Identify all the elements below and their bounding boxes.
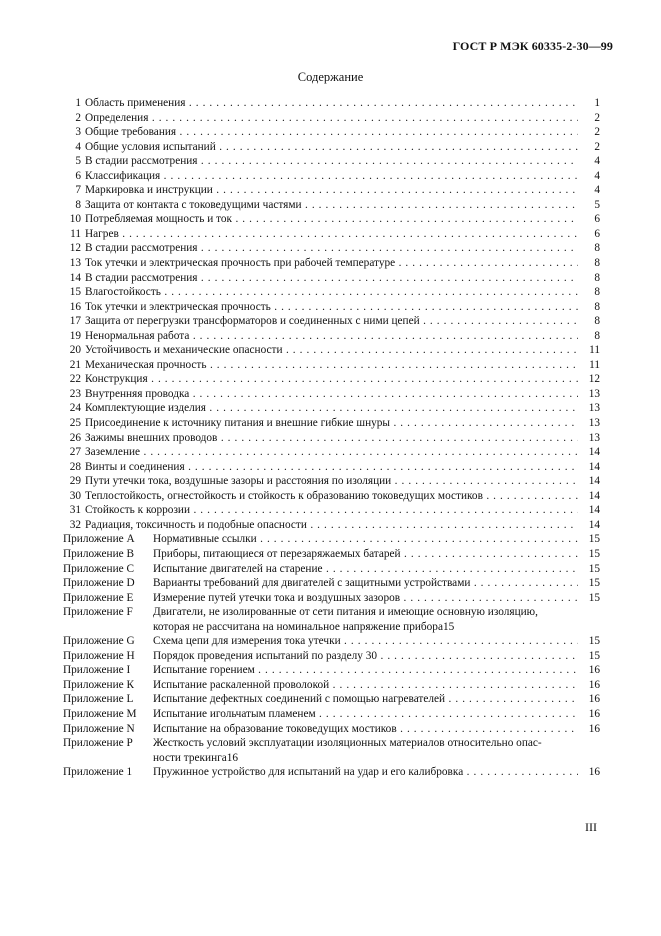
toc-entry-section[interactable] xyxy=(63,343,600,358)
toc-entry-section[interactable] xyxy=(63,300,600,315)
section-title: Стойкость к коррозии . . . xyxy=(85,503,578,518)
toc-entry-section[interactable] xyxy=(63,489,600,504)
toc-entry-section[interactable] xyxy=(63,372,600,387)
appendix-code: Приложение N xyxy=(63,722,135,735)
section-number: 13 xyxy=(69,257,81,270)
page-number-ref: 12 xyxy=(588,373,600,386)
appendix-title-line2: которая не рассчитана на номинальное напряжение прибора xyxy=(153,620,443,633)
page-number-ref: 4 xyxy=(594,155,600,168)
section-title: Комплектующие изделия . . . xyxy=(85,401,578,416)
appendix-title: Испытание на образование токоведущих мостиков . . . xyxy=(153,722,578,737)
section-number: 16 xyxy=(69,300,81,313)
page-number-ref: 11 xyxy=(589,358,600,371)
appendix-title: Схема цепи для измерения тока утечки . . . xyxy=(153,634,578,649)
toc-entry-section[interactable] xyxy=(63,140,600,155)
toc-entry-section[interactable] xyxy=(63,154,600,169)
toc-entry-appendix[interactable] xyxy=(63,722,600,737)
page-number-ref: 8 xyxy=(594,329,600,342)
appendix-title: Испытание дефектных соединений с помощью нагревателей . . . xyxy=(153,692,578,707)
section-title: Определения . . . xyxy=(85,111,578,126)
page-number: III xyxy=(585,820,597,834)
page-number-ref: 2 xyxy=(594,111,600,124)
page-number-ref: 16 xyxy=(588,722,600,735)
page-number-ref: 16 xyxy=(588,664,600,677)
toc-entry-section[interactable] xyxy=(63,401,600,416)
toc-entry-appendix[interactable] xyxy=(63,663,600,678)
page-number-ref: 15 xyxy=(588,591,600,604)
section-number: 25 xyxy=(69,417,81,430)
page-number-ref: 5 xyxy=(594,198,600,211)
section-title: Классификация . . . xyxy=(85,169,578,184)
section-title: Теплостойкость, огнестойкость и стойкость к образованию токоведущих мостиков . . . xyxy=(85,489,578,504)
section-number: 12 xyxy=(69,242,81,255)
toc-entry-appendix[interactable] xyxy=(63,576,600,591)
appendix-title: Испытание игольчатым пламенем . . . xyxy=(153,707,578,722)
section-number: 3 xyxy=(75,126,81,139)
page-number-ref: 4 xyxy=(594,169,600,182)
section-number: 27 xyxy=(69,446,81,459)
appendix-title: Испытание горением . . . xyxy=(153,663,578,678)
page-number-ref: 13 xyxy=(588,402,600,415)
section-number: 17 xyxy=(69,315,81,328)
page-number-ref: 13 xyxy=(588,417,600,430)
appendix-title: Измерение путей утечки тока и воздушных зазоров . . . xyxy=(153,591,578,606)
page-number-ref: 14 xyxy=(588,460,600,473)
section-title: Ток утечки и электрическая прочность при рабочей температуре . . . xyxy=(85,256,578,271)
toc-entry-section[interactable] xyxy=(63,183,600,198)
toc-entry-section[interactable] xyxy=(63,460,600,475)
section-number: 22 xyxy=(69,373,81,386)
page-number-ref: 15 xyxy=(588,562,600,575)
page-number-ref: 16 xyxy=(588,678,600,691)
appendix-title-line1: Жесткость условий эксплуатации изоляционных материалов относительно опас- xyxy=(153,737,542,750)
toc-entry-appendix[interactable] xyxy=(63,547,600,562)
section-title: Защита от перегрузки трансформаторов и соединенных с ними цепей . . . xyxy=(85,314,578,329)
page-number-ref: 6 xyxy=(594,213,600,226)
page-number-ref: 4 xyxy=(594,184,600,197)
appendix-code: Приложение М xyxy=(63,707,137,720)
toc-entry-appendix[interactable] xyxy=(63,591,600,606)
toc-entry-section[interactable] xyxy=(63,431,600,446)
toc-entry-appendix[interactable] xyxy=(63,707,600,722)
page-number-ref: 14 xyxy=(588,518,600,531)
page-number-ref: 13 xyxy=(588,431,600,444)
section-title: Радиация, токсичность и подобные опасности . . . xyxy=(85,518,578,533)
section-number: 14 xyxy=(69,271,81,284)
appendix-code: Приложение G xyxy=(63,635,135,648)
appendix-title: Варианты требований для двигателей с защитными устройствами . . . xyxy=(153,576,578,591)
page-number-ref: 1 xyxy=(594,97,600,109)
table-of-contents xyxy=(63,96,600,780)
section-title: Маркировка и инструкции . . . xyxy=(85,183,578,198)
page-number-ref: 8 xyxy=(594,300,600,313)
toc-entry-section[interactable] xyxy=(63,212,600,227)
toc-entry-section[interactable] xyxy=(63,111,600,126)
appendix-title: Порядок проведения испытаний по разделу 30 . . . xyxy=(153,649,578,664)
page-number-ref: 16 xyxy=(226,751,239,764)
appendix-code: Приложение С xyxy=(63,562,134,575)
appendix-title-line1: Двигатели, не изолированные от сети питания и имеющие основную изоляцию, xyxy=(153,606,538,619)
section-number: 4 xyxy=(75,140,81,153)
toc-entry-appendix[interactable] xyxy=(63,634,600,649)
toc-entry-appendix-p[interactable] xyxy=(63,736,600,765)
page-number-ref: 15 xyxy=(588,533,600,546)
toc-entry-appendix[interactable] xyxy=(63,562,600,577)
toc-entry-section[interactable] xyxy=(63,285,600,300)
section-number: 21 xyxy=(69,358,81,371)
page-number-ref: 13 xyxy=(588,387,600,400)
page-number-ref: 15 xyxy=(442,620,455,633)
section-title: Зажимы внешних проводов . . . xyxy=(85,431,578,446)
appendix-title: Пружинное устройство для испытаний на удар и его калибровка . . . xyxy=(153,765,578,780)
page-number-ref: 16 xyxy=(588,693,600,706)
section-number: 6 xyxy=(75,169,81,182)
section-title: В стадии рассмотрения . . . xyxy=(85,154,578,169)
section-title: Защита от контакта с токоведущими частями . . . xyxy=(85,198,578,213)
section-number: 32 xyxy=(69,518,81,531)
toc-entry-section[interactable] xyxy=(63,358,600,373)
section-number: 29 xyxy=(69,475,81,488)
section-number: 28 xyxy=(69,460,81,473)
section-title: Общие требования . . . xyxy=(85,125,578,140)
toc-entry-section[interactable] xyxy=(63,169,600,184)
section-number: 10 xyxy=(69,213,81,226)
section-number: 15 xyxy=(69,286,81,299)
appendix-code: Приложение L xyxy=(63,693,134,706)
section-title: Присоединение к источнику питания и внешние гибкие шнуры . . . xyxy=(85,416,578,431)
toc-entry-section[interactable] xyxy=(63,256,600,271)
section-title: Ненормальная работа . . . xyxy=(85,329,578,344)
page-number-ref: 11 xyxy=(589,344,600,357)
section-title: Ток утечки и электрическая прочность . . . xyxy=(85,300,578,315)
toc-entry-section[interactable] xyxy=(63,96,600,111)
appendix-code: Приложение К xyxy=(63,678,134,691)
section-title: Заземление . . . xyxy=(85,445,578,460)
section-number: 11 xyxy=(70,227,81,240)
page-number-ref: 15 xyxy=(588,547,600,560)
section-number: 2 xyxy=(75,111,81,124)
toc-sections xyxy=(63,96,600,532)
appendix-code: Приложение А xyxy=(63,533,135,546)
appendix-code: Приложение 1 xyxy=(63,766,133,779)
page-number-ref: 16 xyxy=(588,707,600,720)
page-number-ref: 8 xyxy=(594,242,600,255)
section-number: 31 xyxy=(69,504,81,517)
section-title: Внутренняя проводка . . . xyxy=(85,387,578,402)
page-number-ref: 16 xyxy=(588,766,600,779)
appendix-title: Нормативные ссылки . . . xyxy=(153,532,578,547)
section-title: Устойчивость и механические опасности . . . xyxy=(85,343,578,358)
toc-entry-section[interactable] xyxy=(63,518,600,533)
appendix-code: Приложение D xyxy=(63,577,135,590)
toc-entry-appendix[interactable] xyxy=(63,532,600,547)
appendix-code: Приложение Н xyxy=(63,649,135,662)
appendix-code: Приложение I xyxy=(63,664,131,677)
toc-entry-section[interactable] xyxy=(63,125,600,140)
appendix-title: Испытание двигателей на старение . . . xyxy=(153,562,578,577)
section-title: Механическая прочность . . . xyxy=(85,358,578,373)
page-number-ref: 14 xyxy=(588,446,600,459)
toc-entry-appendix[interactable] xyxy=(63,678,600,693)
section-number: 24 xyxy=(69,402,81,415)
toc-entry-section[interactable] xyxy=(63,445,600,460)
appendix-code: Приложение F xyxy=(63,606,133,619)
section-number: 8 xyxy=(75,198,81,211)
page-number-ref: 15 xyxy=(588,577,600,590)
section-title: Общие условия испытаний . . . xyxy=(85,140,578,155)
toc-appendices-2 xyxy=(63,634,600,736)
section-title: В стадии рассмотрения . . . xyxy=(85,241,578,256)
section-title: Потребляемая мощность и ток . . . xyxy=(85,212,578,227)
section-title: Пути утечки тока, воздушные зазоры и расстояния по изоляции . . . xyxy=(85,474,578,489)
appendix-code: Приложение В xyxy=(63,547,134,560)
toc-entry-appendix[interactable] xyxy=(63,649,600,664)
page-number-ref: 8 xyxy=(594,257,600,270)
section-number: 5 xyxy=(75,155,81,168)
toc-entry-section[interactable] xyxy=(63,314,600,329)
section-title: Область применения . . . xyxy=(85,96,578,111)
toc-title: Содержание xyxy=(297,70,364,84)
appendix-code: Приложение Е xyxy=(63,591,134,604)
section-number: 23 xyxy=(69,387,81,400)
toc-entry-appendix-f[interactable] xyxy=(63,605,600,634)
section-number: 26 xyxy=(69,431,81,444)
section-title: Влагостойкость . . . xyxy=(85,285,578,300)
page-number-ref: 2 xyxy=(594,126,600,139)
toc-entry-section[interactable] xyxy=(63,227,600,242)
section-number: 19 xyxy=(69,329,81,342)
appendix-title: Испытание раскаленной проволокой . . . xyxy=(153,678,578,693)
section-number: 20 xyxy=(69,344,81,357)
page-number-ref: 8 xyxy=(594,286,600,299)
appendix-title-line2: ности трекинга xyxy=(153,751,227,764)
toc-appendices xyxy=(63,532,600,605)
toc-entry-section[interactable] xyxy=(63,198,600,213)
toc-entry-section[interactable] xyxy=(63,241,600,256)
page-number-ref: 15 xyxy=(588,635,600,648)
page-number-ref: 8 xyxy=(594,271,600,284)
section-number: 30 xyxy=(69,489,81,502)
toc-entry-section[interactable] xyxy=(63,474,600,489)
toc-entry-section[interactable] xyxy=(63,329,600,344)
section-title: В стадии рассмотрения . . . xyxy=(85,271,578,286)
page-number-ref: 14 xyxy=(588,489,600,502)
document-header: ГОСТ Р МЭК 60335-2-30—99 xyxy=(452,39,613,53)
toc-entry-appendix-1[interactable] xyxy=(63,765,600,780)
appendix-code: Приложение Р xyxy=(63,737,133,750)
toc-entry-section[interactable] xyxy=(63,416,600,431)
section-title: Нагрев . . . xyxy=(85,227,578,242)
page-number-ref: 6 xyxy=(594,227,600,240)
toc-entry-appendix[interactable] xyxy=(63,692,600,707)
section-title: Конструкция . . . xyxy=(85,372,578,387)
page-number-ref: 8 xyxy=(594,315,600,328)
page-number-ref: 14 xyxy=(588,504,600,517)
section-number: 1 xyxy=(75,97,81,109)
toc-entry-section[interactable] xyxy=(63,271,600,286)
appendix-title: Приборы, питающиеся от перезаряжаемых батарей . . . xyxy=(153,547,578,562)
toc-entry-section[interactable] xyxy=(63,387,600,402)
section-title: Винты и соединения . . . xyxy=(85,460,578,475)
page-number-ref: 2 xyxy=(594,140,600,153)
section-number: 7 xyxy=(75,184,81,197)
toc-entry-section[interactable] xyxy=(63,503,600,518)
page-number-ref: 15 xyxy=(588,649,600,662)
page-number-ref: 14 xyxy=(588,475,600,488)
